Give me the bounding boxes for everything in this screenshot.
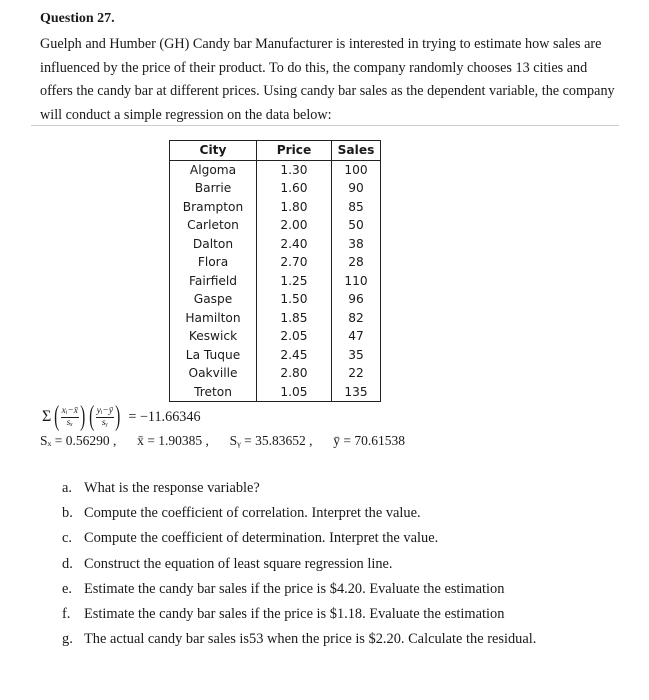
x-fraction-numerator: xᵢ−x̄ [61, 405, 78, 416]
table-row [170, 346, 381, 365]
table-row [170, 383, 381, 402]
table-row [170, 198, 381, 217]
list-item [62, 552, 622, 577]
item-letter: g. [62, 631, 73, 648]
cell-sales: 47 [332, 327, 381, 346]
y-fraction-numerator: yᵢ−ȳ [96, 405, 114, 416]
table-header-row [170, 141, 381, 161]
item-letter: a. [62, 480, 72, 496]
cell-sales: 38 [332, 235, 381, 254]
cell-city: Oakville [170, 364, 257, 383]
cell-city: Hamilton [170, 309, 257, 328]
list-item [62, 526, 622, 551]
x-fraction-denominator: sₓ [66, 417, 74, 428]
y-fraction-denominator: sᵧ [101, 417, 108, 428]
cell-city: Barrie [170, 179, 257, 198]
list-item [62, 501, 622, 526]
stat-sy: Sᵧ = 35.83652 , [229, 433, 313, 448]
list-item [62, 476, 622, 501]
item-letter: e. [62, 580, 72, 597]
cell-sales: 82 [332, 309, 381, 328]
header-price: Price [257, 141, 332, 161]
cell-city: Algoma [170, 160, 257, 179]
cell-sales: 85 [332, 198, 381, 217]
cell-city: Fairfield [170, 272, 257, 291]
cell-price: 2.45 [257, 346, 332, 365]
x-standardized-fraction [61, 406, 79, 429]
question-intro: Guelph and Humber (GH) Candy bar Manufacturer is interested in trying to estimate how sales are influenced by the price of their product. To do this, the company randomly chooses 13 cities and offers the candy bar at different prices. Using candy bar sales as the dependent variable, the company will conduct a simple regression on the data below: [40, 36, 615, 123]
cell-price: 1.50 [257, 290, 332, 309]
table-row [170, 160, 381, 179]
item-text: Estimate the candy bar sales if the price is $4.20. Evaluate the estimation [84, 580, 505, 597]
item-text: Compute the coefficient of determination. Interpret the value. [84, 530, 439, 547]
list-item [62, 577, 622, 602]
item-text: Construct the equation of least square regression line. [84, 555, 393, 572]
summary-statistics [40, 433, 405, 449]
item-letter: f. [62, 606, 71, 623]
cell-price: 2.80 [257, 364, 332, 383]
cell-price: 1.60 [257, 179, 332, 198]
table-row [170, 216, 381, 235]
cell-sales: 50 [332, 216, 381, 235]
cell-price: 1.05 [257, 383, 332, 402]
header-sales: Sales [332, 141, 381, 161]
cell-city: Dalton [170, 235, 257, 254]
cell-sales: 35 [332, 346, 381, 365]
list-item [62, 602, 622, 627]
header-city: City [170, 141, 257, 161]
formula-result: = −11.66346 [128, 408, 201, 425]
cell-price: 2.05 [257, 327, 332, 346]
item-text: Estimate the candy bar sales if the price is $1.18. Evaluate the estimation [84, 606, 505, 623]
item-text: What is the response variable? [84, 480, 260, 496]
cell-city: Treton [170, 383, 257, 402]
cell-sales: 90 [332, 179, 381, 198]
item-letter: d. [62, 555, 73, 572]
data-table [169, 140, 381, 402]
table-row [170, 309, 381, 328]
cell-price: 2.70 [257, 253, 332, 272]
correlation-sum-formula: Σ ( $\frac{\text{xᵢ−x̄}}{\text{sₓ}}$ ) ( $\frac{\text{yᵢ−ȳ}}{\text{sᵧ}}$ ) = −11.66346 [42, 401, 201, 432]
cell-city: Flora [170, 253, 257, 272]
table-row [170, 327, 381, 346]
cell-sales: 110 [332, 272, 381, 291]
sigma-symbol: Σ [42, 408, 52, 425]
item-text: The actual candy bar sales is53 when the price is $2.20. Calculate the residual. [84, 631, 537, 648]
table-row [170, 364, 381, 383]
item-letter: c. [62, 530, 72, 547]
cell-city: La Tuque [170, 346, 257, 365]
table-row [170, 235, 381, 254]
stat-ybar: ȳ = 70.61538 [333, 433, 405, 448]
cell-city: Brampton [170, 198, 257, 217]
cell-sales: 96 [332, 290, 381, 309]
list-item [62, 627, 622, 652]
cell-city: Keswick [170, 327, 257, 346]
cell-sales: 22 [332, 364, 381, 383]
cell-city: Carleton [170, 216, 257, 235]
cell-sales: 135 [332, 383, 381, 402]
cell-price: 2.00 [257, 216, 332, 235]
table-row [170, 253, 381, 272]
stat-xbar: x̄ = 1.90385 , [137, 433, 209, 448]
cell-price: 1.80 [257, 198, 332, 217]
cell-city: Gaspe [170, 290, 257, 309]
sub-question-list [62, 476, 622, 652]
table-row [170, 272, 381, 291]
table-row [170, 179, 381, 198]
divider [31, 125, 619, 126]
item-letter: b. [62, 505, 73, 522]
question-title: Question 27. [40, 11, 115, 26]
stat-sx: Sₓ = 0.56290 , [40, 433, 117, 448]
y-standardized-fraction [96, 406, 114, 429]
item-text: Compute the coefficient of correlation. Interpret the value. [84, 505, 421, 522]
cell-price: 1.85 [257, 309, 332, 328]
table-row [170, 290, 381, 309]
cell-sales: 100 [332, 160, 381, 179]
cell-price: 1.30 [257, 160, 332, 179]
cell-price: 2.40 [257, 235, 332, 254]
cell-price: 1.25 [257, 272, 332, 291]
cell-sales: 28 [332, 253, 381, 272]
